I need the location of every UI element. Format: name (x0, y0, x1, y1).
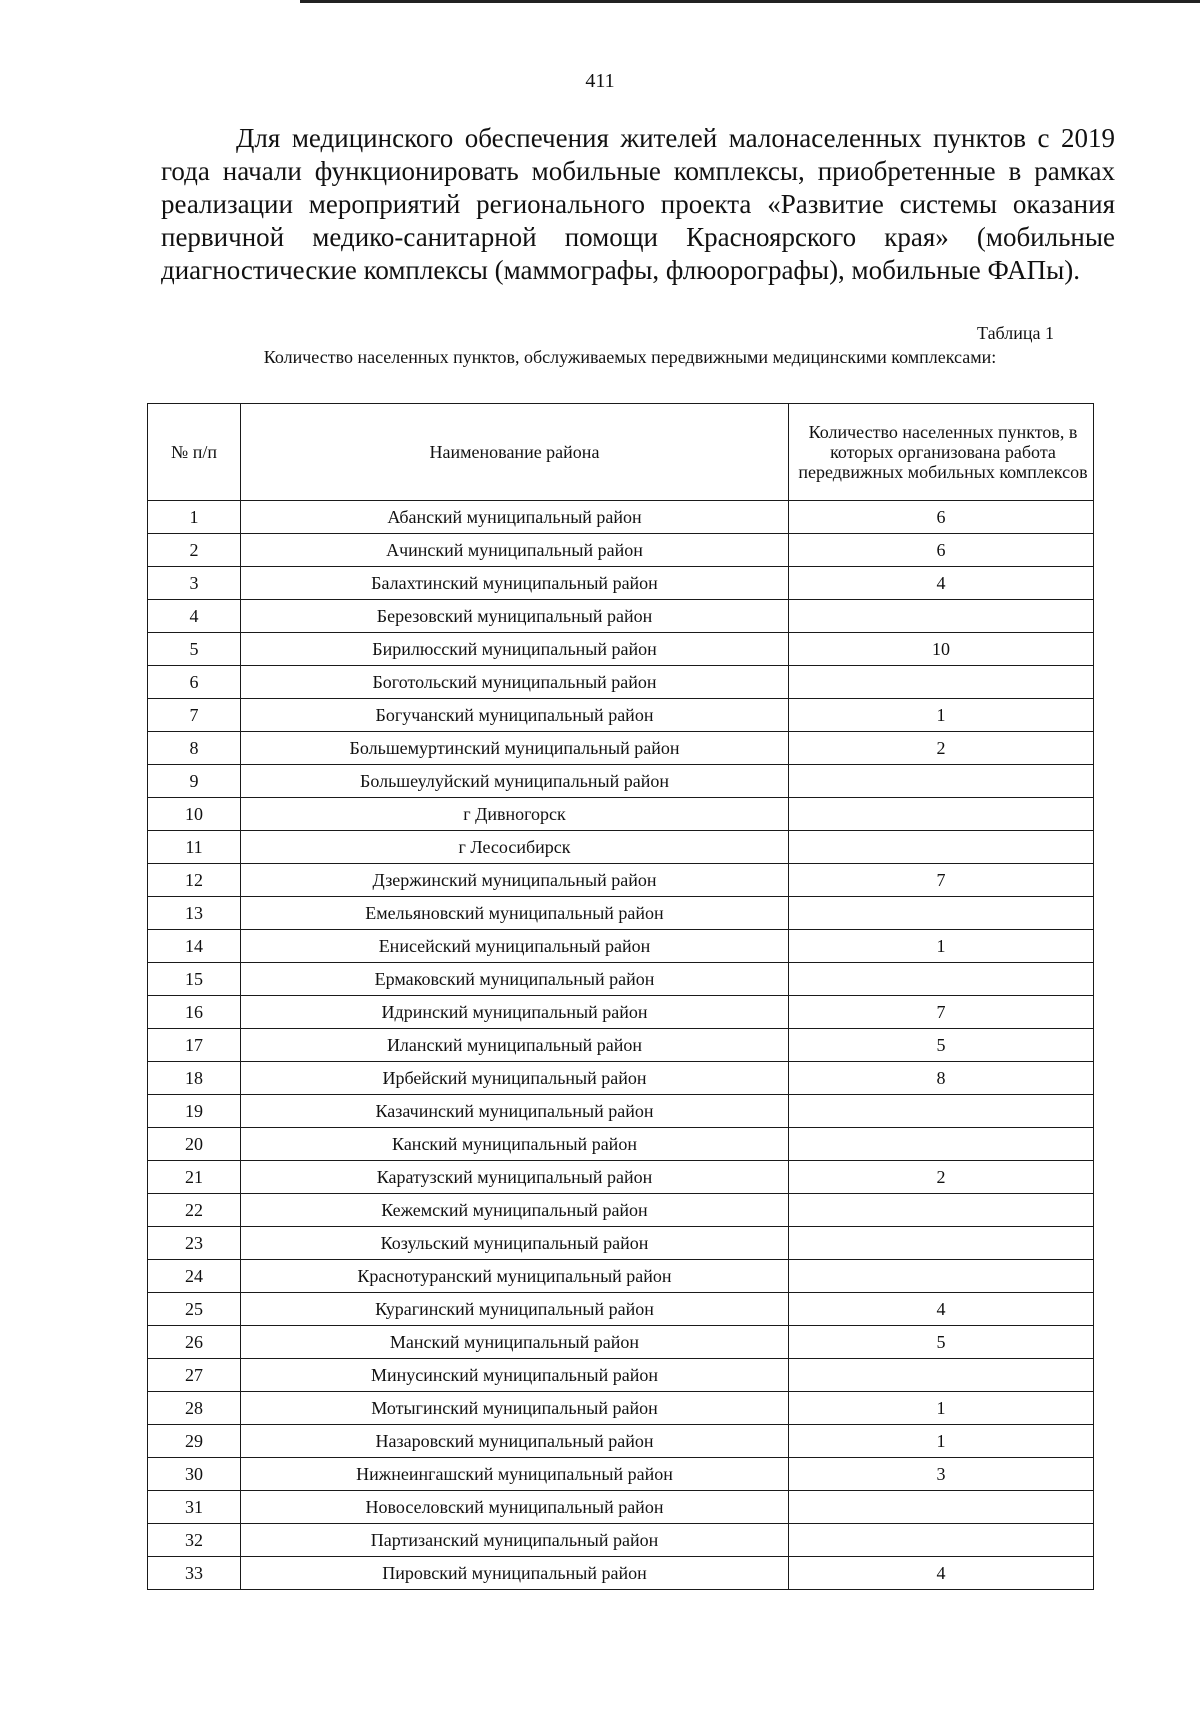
table-row (148, 1095, 1094, 1128)
settlement-count-cell (789, 600, 1094, 633)
district-name-cell: Казачинский муниципальный район (241, 1095, 789, 1128)
district-name-cell: Абанский муниципальный район (241, 501, 789, 534)
district-name-cell: Березовский муниципальный район (241, 600, 789, 633)
district-name-cell: Большемуртинский муниципальный район (241, 732, 789, 765)
settlement-count-cell (789, 831, 1094, 864)
row-number-cell: 13 (148, 897, 241, 930)
district-name-cell: Новоселовский муниципальный район (241, 1491, 789, 1524)
district-name-cell: г Дивногорск (241, 798, 789, 831)
settlement-count-cell (789, 1524, 1094, 1557)
district-name-cell: Минусинский муниципальный район (241, 1359, 789, 1392)
table-row (148, 1128, 1094, 1161)
settlement-count-cell (789, 666, 1094, 699)
table-row (148, 1458, 1094, 1491)
row-number-cell: 21 (148, 1161, 241, 1194)
row-number-cell: 24 (148, 1260, 241, 1293)
table-row (148, 864, 1094, 897)
table-row (148, 666, 1094, 699)
settlement-count-cell: 6 (789, 501, 1094, 534)
row-number-cell: 22 (148, 1194, 241, 1227)
table-row (148, 1029, 1094, 1062)
table-row (148, 798, 1094, 831)
settlement-count-cell: 8 (789, 1062, 1094, 1095)
settlement-count-cell: 1 (789, 1425, 1094, 1458)
table-row (148, 1227, 1094, 1260)
settlement-count-cell: 6 (789, 534, 1094, 567)
district-name-cell: Ирбейский муниципальный район (241, 1062, 789, 1095)
row-number-cell: 20 (148, 1128, 241, 1161)
table-row (148, 930, 1094, 963)
header-district-name: Наименование района (241, 404, 789, 501)
row-number-cell: 23 (148, 1227, 241, 1260)
header-settlement-count (789, 404, 1094, 501)
row-number-cell: 3 (148, 567, 241, 600)
settlement-count-cell: 4 (789, 1557, 1094, 1590)
district-name-cell: г Лесосибирск (241, 831, 789, 864)
settlement-count-cell: 1 (789, 930, 1094, 963)
table-row (148, 1260, 1094, 1293)
row-number-cell: 31 (148, 1491, 241, 1524)
table-caption: Количество населенных пунктов, обслуживаемых передвижными медицинскими комплексами: (263, 347, 997, 367)
table-row (148, 699, 1094, 732)
district-name-cell: Ачинский муниципальный район (241, 534, 789, 567)
row-number-cell: 8 (148, 732, 241, 765)
table-row (148, 1359, 1094, 1392)
row-number-cell: 10 (148, 798, 241, 831)
intro-paragraph: Для медицинского обеспечения жителей малонаселенных пунктов с 2019 года начали функционировать мобильные комплексы, приобретенные в рамках реализации мероприятий регионального проекта «Развитие системы оказания первичной медико-санитарной помощи Красноярского края» (мобильные диагностические комплексы (маммографы, флюорографы), мобильные ФАПы). (161, 123, 1115, 285)
district-name-cell: Пировский муниципальный район (241, 1557, 789, 1590)
settlement-count-cell (789, 1128, 1094, 1161)
settlement-count-cell (789, 1260, 1094, 1293)
row-number-cell: 17 (148, 1029, 241, 1062)
district-name-cell: Боготольский муниципальный район (241, 666, 789, 699)
districts-table (147, 403, 1094, 1590)
table-body (148, 501, 1094, 1590)
table-row (148, 1524, 1094, 1557)
row-number-cell: 4 (148, 600, 241, 633)
row-number-cell: 18 (148, 1062, 241, 1095)
district-name-cell: Курагинский муниципальный район (241, 1293, 789, 1326)
district-name-cell: Емельяновский муниципальный район (241, 897, 789, 930)
district-name-cell: Большеулуйский муниципальный район (241, 765, 789, 798)
district-name-cell: Партизанский муниципальный район (241, 1524, 789, 1557)
district-name-cell: Енисейский муниципальный район (241, 930, 789, 963)
table-row (148, 1557, 1094, 1590)
row-number-cell: 12 (148, 864, 241, 897)
table-label: Таблица 1 (977, 323, 1054, 343)
settlement-count-cell: 1 (789, 1392, 1094, 1425)
district-name-cell: Дзержинский муниципальный район (241, 864, 789, 897)
row-number-cell: 11 (148, 831, 241, 864)
district-name-cell: Кежемский муниципальный район (241, 1194, 789, 1227)
settlement-count-cell: 7 (789, 864, 1094, 897)
table-row (148, 1161, 1094, 1194)
district-name-cell: Идринский муниципальный район (241, 996, 789, 1029)
row-number-cell: 26 (148, 1326, 241, 1359)
row-number-cell: 16 (148, 996, 241, 1029)
settlement-count-cell: 3 (789, 1458, 1094, 1491)
table-row (148, 897, 1094, 930)
row-number-cell: 6 (148, 666, 241, 699)
table-row (148, 963, 1094, 996)
header-settlement-count-text: Количество населенных пунктов, в которых организована работа передвижных мобильных комплексов (798, 422, 1088, 482)
table-row (148, 765, 1094, 798)
table-row (148, 1062, 1094, 1095)
table-row (148, 1326, 1094, 1359)
table-row (148, 1293, 1094, 1326)
settlement-count-cell (789, 1227, 1094, 1260)
scan-border-line (300, 0, 1200, 3)
row-number-cell: 9 (148, 765, 241, 798)
district-name-cell: Краснотуранский муниципальный район (241, 1260, 789, 1293)
settlement-count-cell (789, 897, 1094, 930)
settlement-count-cell: 2 (789, 732, 1094, 765)
row-number-cell: 19 (148, 1095, 241, 1128)
settlement-count-cell (789, 1095, 1094, 1128)
settlement-count-cell: 5 (789, 1326, 1094, 1359)
table-row (148, 1194, 1094, 1227)
table-row (148, 633, 1094, 666)
row-number-cell: 27 (148, 1359, 241, 1392)
settlement-count-cell: 7 (789, 996, 1094, 1029)
district-name-cell: Нижнеингашский муниципальный район (241, 1458, 789, 1491)
table-row (148, 534, 1094, 567)
row-number-cell: 5 (148, 633, 241, 666)
settlement-count-cell (789, 765, 1094, 798)
district-name-cell: Канский муниципальный район (241, 1128, 789, 1161)
row-number-cell: 30 (148, 1458, 241, 1491)
district-name-cell: Балахтинский муниципальный район (241, 567, 789, 600)
district-name-cell: Ермаковский муниципальный район (241, 963, 789, 996)
settlement-count-cell (789, 1359, 1094, 1392)
district-name-cell: Каратузский муниципальный район (241, 1161, 789, 1194)
settlement-count-cell: 2 (789, 1161, 1094, 1194)
header-num: № п/п (148, 404, 241, 501)
row-number-cell: 29 (148, 1425, 241, 1458)
row-number-cell: 28 (148, 1392, 241, 1425)
settlement-count-cell (789, 963, 1094, 996)
settlement-count-cell: 5 (789, 1029, 1094, 1062)
table-row (148, 831, 1094, 864)
table-row (148, 996, 1094, 1029)
district-name-cell: Назаровский муниципальный район (241, 1425, 789, 1458)
settlement-count-cell (789, 1194, 1094, 1227)
table-row (148, 732, 1094, 765)
settlement-count-cell: 4 (789, 567, 1094, 600)
table-row (148, 567, 1094, 600)
row-number-cell: 25 (148, 1293, 241, 1326)
district-name-cell: Бирилюсский муниципальный район (241, 633, 789, 666)
row-number-cell: 1 (148, 501, 241, 534)
table-row (148, 1392, 1094, 1425)
settlement-count-cell: 1 (789, 699, 1094, 732)
page-number: 411 (585, 70, 615, 92)
table-row (148, 600, 1094, 633)
district-name-cell: Манский муниципальный район (241, 1326, 789, 1359)
table-row (148, 1491, 1094, 1524)
table-row (148, 1425, 1094, 1458)
table-row (148, 501, 1094, 534)
district-name-cell: Иланский муниципальный район (241, 1029, 789, 1062)
settlement-count-cell (789, 1491, 1094, 1524)
row-number-cell: 15 (148, 963, 241, 996)
settlement-count-cell: 10 (789, 633, 1094, 666)
settlement-count-cell: 4 (789, 1293, 1094, 1326)
row-number-cell: 7 (148, 699, 241, 732)
district-name-cell: Богучанский муниципальный район (241, 699, 789, 732)
row-number-cell: 14 (148, 930, 241, 963)
row-number-cell: 33 (148, 1557, 241, 1590)
table-header-row (148, 404, 1094, 501)
settlement-count-cell (789, 798, 1094, 831)
district-name-cell: Козульский муниципальный район (241, 1227, 789, 1260)
row-number-cell: 2 (148, 534, 241, 567)
row-number-cell: 32 (148, 1524, 241, 1557)
district-name-cell: Мотыгинский муниципальный район (241, 1392, 789, 1425)
